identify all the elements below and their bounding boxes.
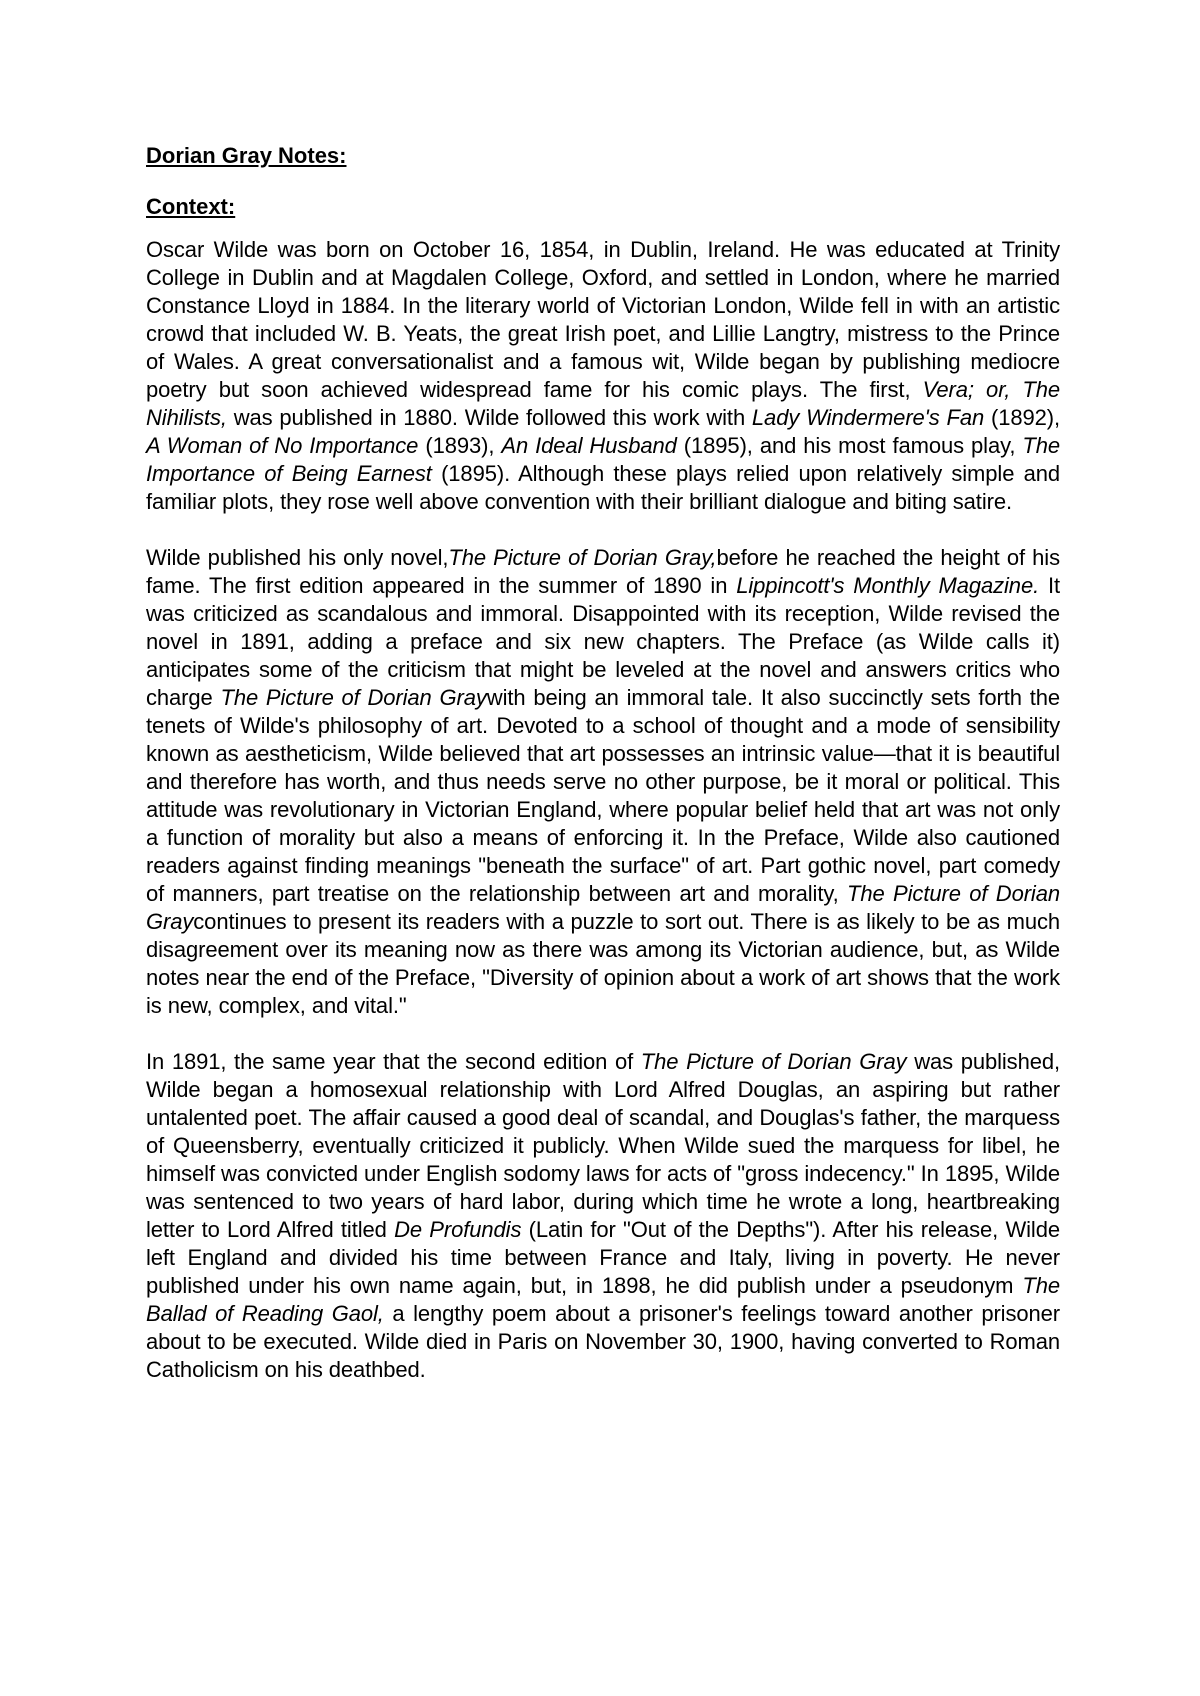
body-paragraph bbox=[146, 544, 1060, 1020]
document-title: Dorian Gray Notes: bbox=[146, 143, 347, 168]
paragraph-text: (1893), bbox=[418, 433, 502, 458]
paragraph-container bbox=[146, 236, 1060, 1384]
paragraph-text: (1895), and his most famous play, bbox=[676, 433, 1023, 458]
italic-title-text: An Ideal Husband bbox=[501, 433, 677, 458]
paragraph-text: Wilde published his only novel, bbox=[146, 545, 449, 570]
paragraph-text: a lengthy poem about a prisoner's feelings toward another prisoner about to be executed. Wilde died in Paris on November 30, 1900, having converted to Roman Catholicism on his deathbed. bbox=[146, 1301, 1061, 1382]
section-heading-context: Context: bbox=[146, 194, 236, 219]
italic-title-text: The Picture of Dorian Gray bbox=[640, 1049, 907, 1074]
paragraph-text: (1892), bbox=[984, 405, 1060, 430]
italic-title-text: A Woman of No Importance bbox=[146, 433, 419, 458]
paragraph-text: (Latin for "Out of the Depths"). After his release, Wilde left England and divided his time between France and Italy, living in poverty. He never published under his own name again, but, in 1898, he did publish under a pseudonym bbox=[146, 1217, 1060, 1298]
paragraph-text: It was criticized as scandalous and immoral. Disappointed with its reception, Wilde revised the novel in 1891, adding a preface and six new chapters. The Preface (as Wilde calls it) anticipates some of the criticism that might be leveled at the novel and answers critics who charge bbox=[146, 573, 1060, 710]
paragraph-text: was published, Wilde began a homosexual relationship with Lord Alfred Douglas, an aspiring but rather untalented poet. The affair caused a good deal of scandal, and Douglas's father, the marquess of Queensberry, eventually criticized it publicly. When Wilde sued the marquess for libel, he himself was convicted under English sodomy laws for acts of "gross indecency." In 1895, Wilde was sentenced to two years of hard labor, during which time he wrote a long, heartbreaking letter to Lord Alfred titled bbox=[146, 1049, 1060, 1242]
paragraph-text: (1895). Although these plays relied upon relatively simple and familiar plots, they rose well above convention with their brilliant dialogue and biting satire. bbox=[146, 461, 1060, 514]
italic-title-text: Vera; or, The Nihilists, bbox=[146, 377, 1060, 430]
paragraph-text: with being an immoral tale. It also succinctly sets forth the tenets of Wilde's philosophy of art. Devoted to a school of thought and a mode of sensibility known as aestheticism, Wilde believed that art possesses an intrinsic value—that it is beautiful and therefore has worth, and thus needs serve no other purpose, be it moral or political. This attitude was revolutionary in Victorian England, where popular belief held that art was not only a function of morality but also a means of enforcing it. In the Preface, Wilde also cautioned readers against finding meanings "beneath the surface" of art. Part gothic novel, part comedy of manners, part treatise on the relationship between art and morality, bbox=[146, 685, 1061, 906]
italic-title-text: The Picture of Dorian Gray bbox=[220, 685, 487, 710]
paragraph-text: Oscar Wilde was born on October 16, 1854, in Dublin, Ireland. He was educated at Trinity College in Dublin and at Magdalen College, Oxford, and settled in London, where he married Constance Lloyd in 1884. In the literary world of Victorian London, Wilde fell in with an artistic crowd that included W. B. Yeats, the great Irish poet, and Lillie Langtry, mistress to the Prince of Wales. A great conversationalist and a famous wit, Wilde began by publishing mediocre poetry but soon achieved widespread fame for his comic plays. The first, bbox=[146, 237, 1060, 402]
italic-title-text: The Picture of Dorian Gray bbox=[146, 881, 1060, 934]
italic-title-text: The Ballad of Reading Gaol, bbox=[146, 1273, 1060, 1326]
paragraph-text: was published in 1880. Wilde followed this work with bbox=[226, 405, 752, 430]
document-page bbox=[146, 142, 1060, 1412]
paragraph-text: In 1891, the same year that the second edition of bbox=[146, 1049, 641, 1074]
paragraph-text: continues to present its readers with a puzzle to sort out. There is as likely to be as much disagreement over its meaning now as there was among its Victorian audience, but, as Wilde notes near the end of the Preface, "Diversity of opinion about a work of art shows that the work is new, complex, and vital." bbox=[146, 909, 1060, 1018]
italic-title-text: The Importance of Being Earnest bbox=[146, 433, 1061, 486]
paragraph-text: before he reached the height of his fame. The first edition appeared in the summer of 1890 in bbox=[146, 545, 1060, 598]
italic-title-text: The Picture of Dorian Gray, bbox=[448, 545, 717, 570]
body-paragraph bbox=[146, 236, 1060, 516]
italic-title-text: De Profundis bbox=[394, 1217, 522, 1242]
body-paragraph bbox=[146, 1048, 1060, 1384]
italic-title-text: Lippincott's Monthly Magazine. bbox=[736, 573, 1040, 598]
italic-title-text: Lady Windermere's Fan bbox=[751, 405, 985, 430]
